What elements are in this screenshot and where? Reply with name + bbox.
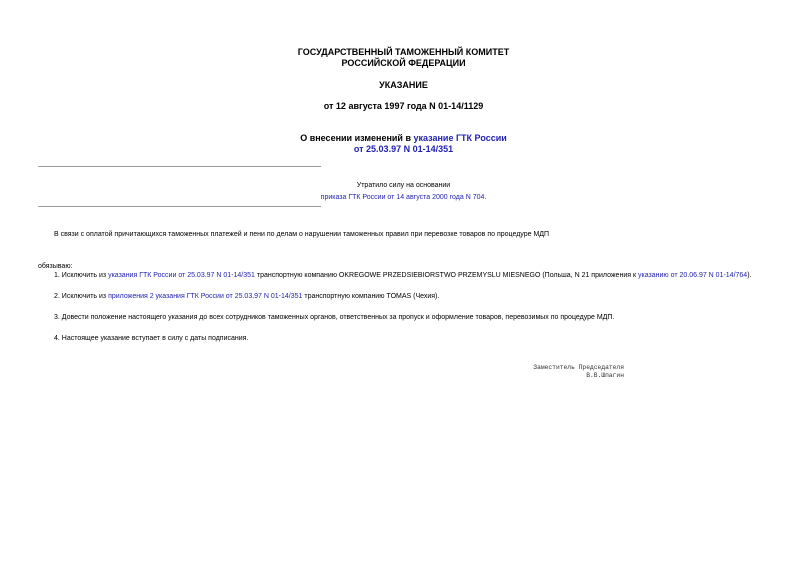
org-line-2: РОССИЙСКОЙ ФЕДЕРАЦИИ xyxy=(341,58,466,68)
list-item-1: 1. Исключить из указания ГТК России от 25.03.97 N 01-14/351 транспортную компанию OKREGOWE PRZEDSIEBIORSTWO PRZEMYSLU MIESNEGO (Польша, N 21 приложения к указанию от 20.06.97 N 01-14/764). xyxy=(54,272,752,279)
obliges-line: обязываю: xyxy=(38,263,73,270)
item-1-link[interactable]: указания ГТК России от 25.03.97 N 01-14/351 xyxy=(108,272,255,279)
list-item-4: 4. Настоящее указание вступает в силу с даты подписания. xyxy=(54,335,249,342)
list-item-2: 2. Исключить из приложения 2 указания ГТК России от 25.03.97 N 01-14/351 транспортную компанию TOMAS (Чехия). xyxy=(54,293,440,300)
subject-link-1[interactable]: указание ГТК России xyxy=(413,133,507,143)
document-type: УКАЗАНИЕ xyxy=(379,80,428,90)
divider-bottom xyxy=(38,206,321,207)
item-1-link-2[interactable]: указанию от 20.06.97 N 01-14/764 xyxy=(637,272,748,279)
item-2-link[interactable]: приложения 2 указания ГТК России от 25.03.97 N 01-14/351 xyxy=(108,293,303,300)
intro-paragraph: В связи с оплатой причитающихся таможенных платежей и пени по делам о нарушении таможенных правил при перевозке товаров по процедуре МДП xyxy=(54,231,550,238)
status-line: Утратило силу на основании xyxy=(356,182,451,189)
divider-top xyxy=(38,166,321,167)
organization-title xyxy=(0,47,807,69)
document-subject xyxy=(0,133,807,155)
status-link[interactable]: приказа ГТК России от 14 августа 2000 года N 704 xyxy=(320,194,485,201)
subject-prefix: О внесении изменений в xyxy=(300,133,414,143)
org-line-1: ГОСУДАРСТВЕННЫЙ ТАМОЖЕННЫЙ КОМИТЕТ xyxy=(297,47,510,57)
signature-position: Заместитель Председателя xyxy=(533,364,624,371)
status-note xyxy=(0,181,807,202)
document-date: от 12 августа 1997 года N 01-14/1129 xyxy=(323,101,484,111)
subject-link-2[interactable]: от 25.03.97 N 01-14/351 xyxy=(353,144,454,154)
signature-block xyxy=(470,364,624,380)
list-item-3: 3. Довести положение настоящего указания до всех сотрудников таможенных органов, ответственных за пропуск и оформление товаров, перевозимых по процедуре МДП. xyxy=(54,314,615,321)
status-suffix: . xyxy=(484,194,487,201)
signature-name: В.В.Шпагин xyxy=(586,372,624,379)
